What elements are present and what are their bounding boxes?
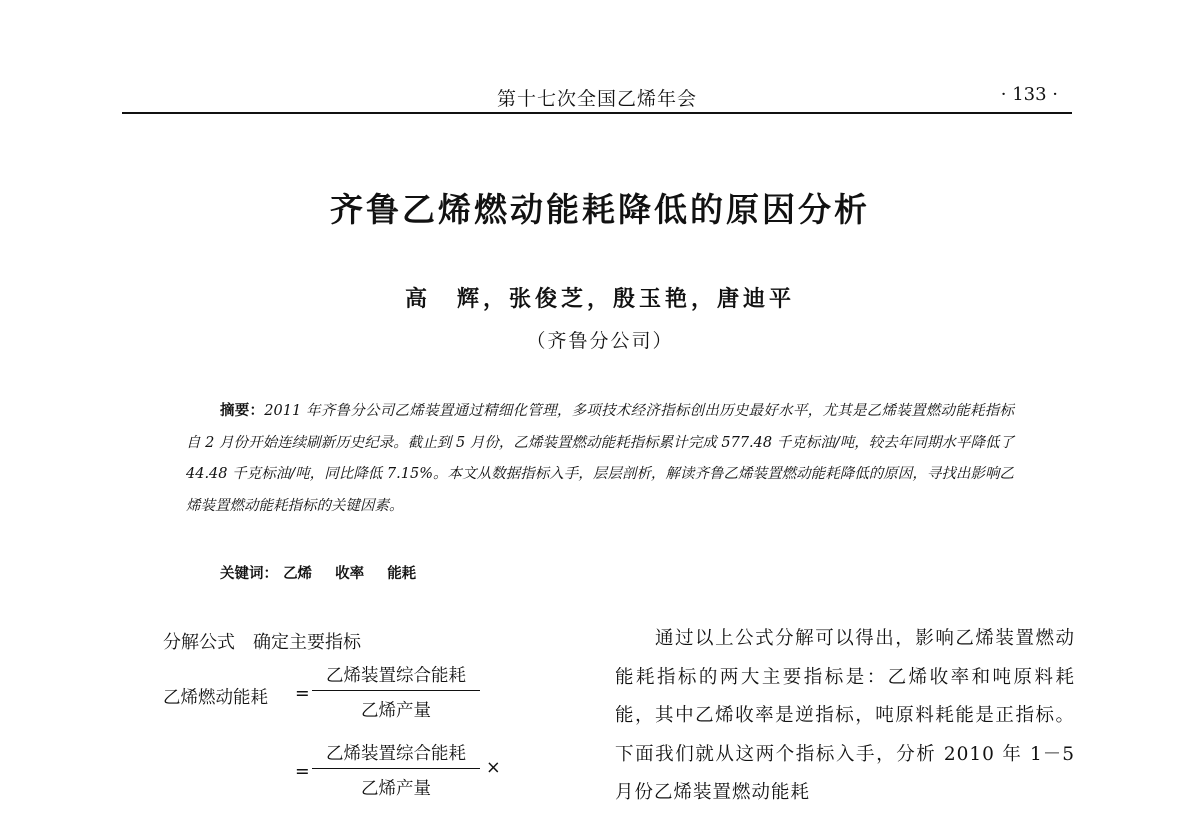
formula-fraction (312, 740, 480, 800)
formula-denominator: 乙烯产量 (361, 701, 431, 721)
formula-numerator: 乙烯装置综合能耗 (312, 662, 480, 691)
abstract-label: 摘要： (220, 403, 265, 419)
keywords-label: 关键词： (220, 566, 278, 582)
body-paragraph: 通过以上公式分解可以得出，影响乙烯装置燃动能耗指标的两大主要指标是：乙烯收率和吨原料耗能，其中乙烯收率是逆指标，吨原料耗能是正指标。下面我们就从这两个指标入手，分析 2010 年 1－5 月份乙烯装置燃动能耗 (615, 628, 1075, 803)
formula-denominator: 乙烯产量 (361, 779, 431, 799)
keyword-item: 乙烯 (283, 566, 313, 582)
paper-title: 齐鲁乙烯燃动能耗降低的原因分析 (330, 190, 870, 229)
formula-lhs: 乙烯燃动能耗 (163, 688, 268, 708)
formula-times: × (486, 758, 501, 778)
section-heading: 分解公式 确定主要指标 (163, 632, 361, 653)
keyword-item: 能耗 (387, 566, 417, 582)
paper-authors: 高 辉，张俊芝，殷玉艳，唐迪平 (404, 286, 795, 312)
paper-affiliation: （齐鲁分公司） (526, 330, 674, 352)
running-head (122, 80, 1072, 114)
formula-equals: = (295, 684, 310, 704)
formula-numerator: 乙烯装置综合能耗 (312, 740, 480, 769)
formula-equals: = (295, 762, 310, 782)
keyword-item: 收率 (335, 566, 365, 582)
abstract (186, 396, 1014, 522)
formula-fraction (312, 662, 480, 722)
running-head-title: 第十七次全国乙烯年会 (496, 88, 697, 110)
keywords (220, 562, 434, 583)
page-number: · 133 · (1000, 84, 1058, 105)
abstract-text: 2011 年齐鲁分公司乙烯装置通过精细化管理，多项技术经济指标创出历史最好水平，尤其是乙烯装置燃动能耗指标自 2 月份开始连续刷新历史纪录。截止到 5 月份，乙烯装置燃动能耗指标累计完成 577.48 千克标油/吨，较去年同期水平降低了 44.48 千克标油/吨，同比降低 7.15%。本文从数据指标入手，层层剖析，解读齐鲁乙烯装置燃动能耗降低的原因，寻找出影响乙烯装置燃动能耗指标的关键因素。 (186, 403, 1014, 514)
